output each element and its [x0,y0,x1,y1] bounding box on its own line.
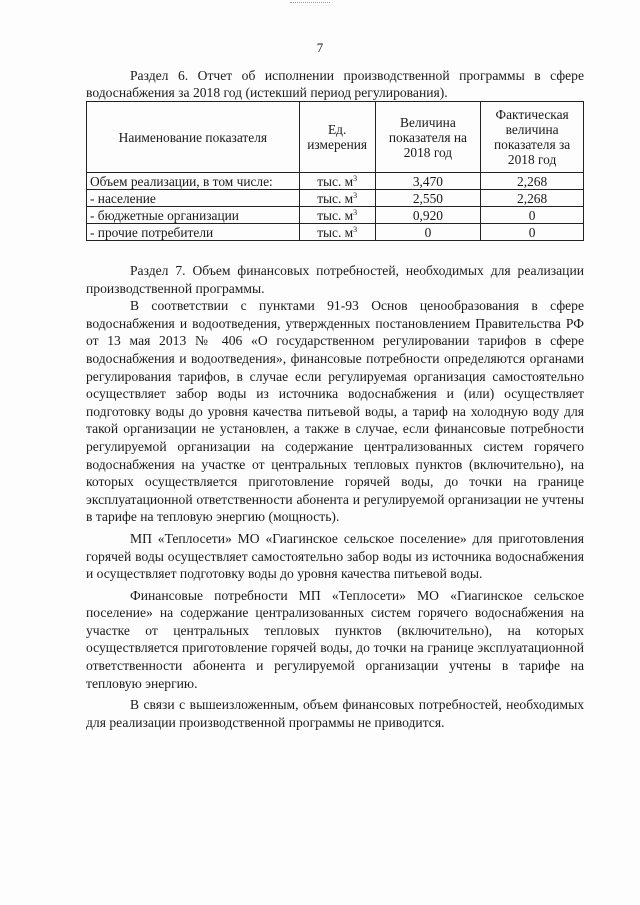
row-unit: тыс. $м^3$ [299,207,375,224]
table-header-row [87,102,584,173]
row-planned: 0 [375,224,481,241]
row-name: - население [87,190,300,207]
row-actual: 2,268 [481,190,584,207]
row-planned: 3,470 [375,173,481,190]
row-planned: 2,550 [375,190,481,207]
row-name: - прочие потребители [87,224,300,241]
row-name: Объем реализации, в том числе: [87,173,300,190]
paragraph: В связи с вышеизложенным, объем финансовых потребностей, необходимых для реализации производственной программы не приводится. [86,697,584,730]
row-unit: тыс. $м^3$ [299,173,375,190]
row-actual: 0 [481,207,584,224]
row-planned: 0,920 [375,207,481,224]
table-row [87,224,584,241]
row-actual: 0 [481,224,584,241]
header-indicator-name: Наименование показателя [87,102,300,173]
row-unit: тыс. $м^3$ [299,224,375,241]
scan-artifact [290,2,330,5]
page-number: 7 [316,40,324,55]
section-7 [86,262,584,731]
table-row [87,207,584,224]
paragraph: В соответствии с пунктами 91-93 Основ ценообразования в сфере водоснабжения и водоотведения, утвержденных постановлением Правительства РФ от 13 мая 2013 № 406 «О государственном регулировании тарифов в сфере водоснабжения и водоотведения», финансовые потребности определяются органами регулирования тарифов, в случае если регулируемая организация самостоятельно осуществляет забор воды из источника водоснабжения и (или) осуществляет подготовку воды до уровня качества питьевой воды, а тариф на холодную воду для такой организации не установлен, а также в случае, если финансовые потребности регулируемой организации на содержание централизованных систем горячего водоснабжения на участке от центральных тепловых пунктов (включительно), на которых осуществляется приготовление горячей воды, до точки на границе эксплуатационной ответственности абонента и регулируемой организации не учтены в тарифе на тепловую энергию (мощность). [86,298,584,525]
production-program-table [86,101,584,241]
row-unit: тыс. $м^3$ [299,190,375,207]
header-actual-value: Фактическая величина показателя за 2018 год [481,102,584,173]
row-actual: 2,268 [481,173,584,190]
paragraph: Финансовые потребности МП «Теплосети» МО «Гиагинское сельское поселение» на содержание централизованных систем горячего водоснабжения на участке от центральных тепловых пунктов (включительно), на которых осуществляется приготовление горячей воды, до точки на границе эксплуатационной ответственности абонента и регулируемой организации учтены в тарифе на тепловую энергию. [86,587,584,691]
row-name: - бюджетные организации [87,207,300,224]
header-planned-value: Величина показателя на 2018 год [375,102,481,173]
section-6-heading: Раздел 6. Отчет об исполнении производственной программы в сфере водоснабжения за 2018 год (истекший период регулирования). [86,68,584,100]
table-row [87,190,584,207]
table-row [87,173,584,190]
header-unit: Ед. измерения [299,102,375,173]
paragraph: МП «Теплосети» МО «Гиагинское сельское поселение» для приготовления горячей воды осуществляет самостоятельно забор воды из источника водоснабжения и осуществляет подготовку воды до уровня качества питьевой воды. [86,530,584,582]
section-7-heading: Раздел 7. Объем финансовых потребностей, необходимых для реализации производственной программы. [86,263,584,296]
